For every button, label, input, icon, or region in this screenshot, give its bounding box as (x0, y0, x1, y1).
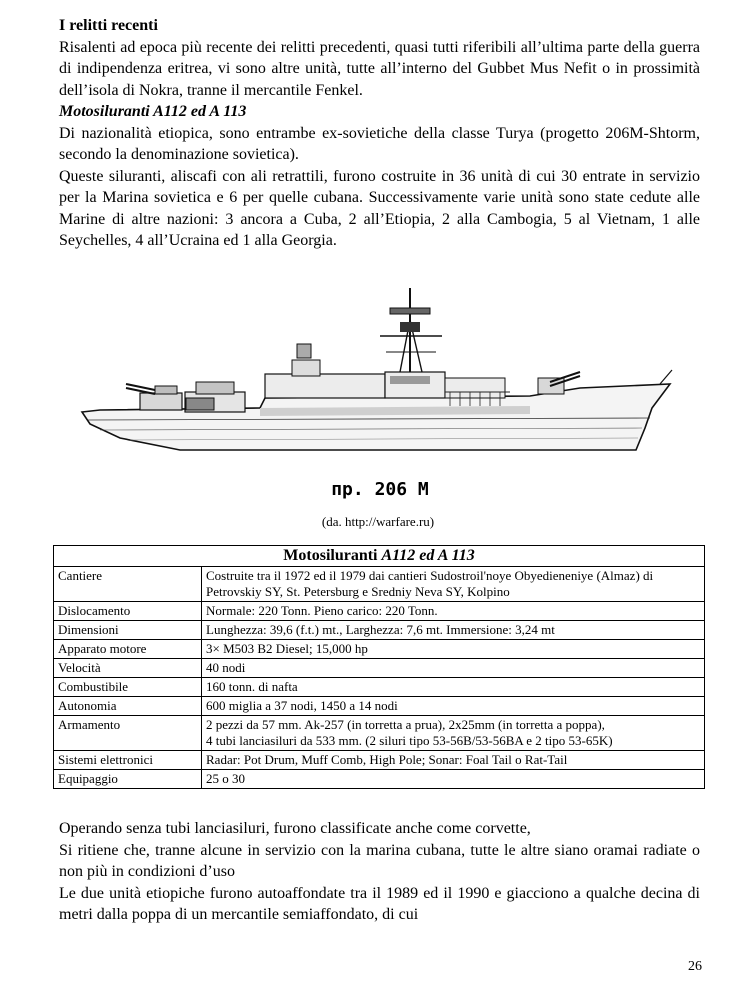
row-value: 40 nodi (202, 659, 705, 678)
subsection-heading: Motosiluranti A112 ed A 113 (59, 103, 247, 120)
intro-paragraph: Risalenti ad epoca più recente dei relitti precedenti, quasi tutti riferibili all’ultima parte della guerra di indipendenza eritrea, vi sono altre unità, tutte all’interno del Gubbet Mus Nefit o in prossimità dell’isola di Nokra, tranne il mercantile Fenkel. (59, 38, 700, 99)
figure-caption: (da. http://warfare.ru) (321, 514, 435, 529)
table-row (54, 621, 705, 640)
ship-drawing-figure (60, 280, 700, 512)
table-title (54, 546, 705, 567)
outro-paragraph-3: Le due unità etiopiche furono autoaffondate tra il 1989 ed il 1990 e giacciono a qualche decina di metri dalla poppa di un mercantile semiaffondato, di cui (59, 884, 700, 923)
row-label: Dislocamento (54, 602, 202, 621)
row-value: 600 miglia a 37 nodi, 1450 a 14 nodi (202, 697, 705, 716)
row-label: Combustibile (54, 678, 202, 697)
row-value: 25 o 30 (202, 770, 705, 789)
intro-section (59, 15, 700, 252)
row-label: Cantiere (54, 567, 202, 602)
table-title-italic: A112 ed A 113 (381, 547, 475, 564)
section-heading: I relitti recenti (59, 17, 158, 34)
outro-paragraph-1: Operando senza tubi lanciasiluri, furono classificate anche come corvette, (59, 820, 531, 837)
row-value: Lunghezza: 39,6 (f.t.) mt., Larghezza: 7,6 mt. Immersione: 3,24 mt (202, 621, 705, 640)
row-value: Costruite tra il 1972 ed il 1979 dai cantieri Sudostroil'noye Obyedieneniye (Almaz) di Petrovskiy SY, St. Petersburg e Sredniy Neva SY, Kolpino (202, 567, 705, 602)
row-label: Velocità (54, 659, 202, 678)
production-paragraph: Queste siluranti, aliscafi con ali retrattili, furono costruite in 36 unità di cui 30 entrate in servizio per la Marina sovietica e 6 per quelle cubana. Successivamente varie unità sono state cedute alle Marine di altre nazioni: 3 ancora a Cuba, 2 all’Etiopia, 2 alla Cambogia, 5 al Vietnam, 1 alle Seychelles, 4 all’Ucraina ed 1 alla Georgia. (59, 167, 700, 249)
ship-drawing-label: пр. 206 М (331, 479, 429, 500)
row-label: Autonomia (54, 697, 202, 716)
table-title-row (54, 546, 705, 567)
nationality-paragraph: Di nazionalità etiopica, sono entrambe ex-sovietiche della classe Turya (progetto 206M-Shtorm, secondo la denominazione sovietica). (59, 124, 700, 163)
table-row (54, 567, 705, 602)
row-value: Radar: Pot Drum, Muff Comb, High Pole; Sonar: Foal Tail o Rat-Tail (202, 751, 705, 770)
row-value (202, 716, 705, 751)
row-label: Equipaggio (54, 770, 202, 789)
table-title-text: Motosiluranti (283, 547, 382, 564)
table-row (54, 751, 705, 770)
table-row (54, 678, 705, 697)
page-number: 26 (688, 959, 702, 974)
row-value: Normale: 220 Tonn. Pieno carico: 220 Tonn. (202, 602, 705, 621)
ship-profile-drawing (60, 280, 700, 512)
row-value: 3× M503 B2 Diesel; 15,000 hp (202, 640, 705, 659)
row-value: 160 tonn. di nafta (202, 678, 705, 697)
table-row (54, 640, 705, 659)
armament-torpedoes: 4 tubi lanciasiluri da 533 mm. (2 siluri tipo 53-56B/53-56BA e 2 tipo 53-65K) (206, 733, 613, 748)
table-row (54, 716, 705, 751)
table-row (54, 602, 705, 621)
row-label: Armamento (54, 716, 202, 751)
row-label: Dimensioni (54, 621, 202, 640)
outro-section (59, 818, 700, 926)
outro-paragraph-2: Si ritiene che, tranne alcune in servizio con la marina cubana, tutte le altre siano oramai radiate o non più in condizioni d’uso (59, 841, 700, 880)
row-label: Sistemi elettronici (54, 751, 202, 770)
table-row (54, 770, 705, 789)
table-row (54, 659, 705, 678)
table-row (54, 697, 705, 716)
row-label: Apparato motore (54, 640, 202, 659)
armament-main: 2 pezzi da 57 mm. Ak-257 (in torretta a prua), 2x25mm (in torretta a poppa), (206, 717, 605, 732)
specifications-table (53, 545, 705, 789)
